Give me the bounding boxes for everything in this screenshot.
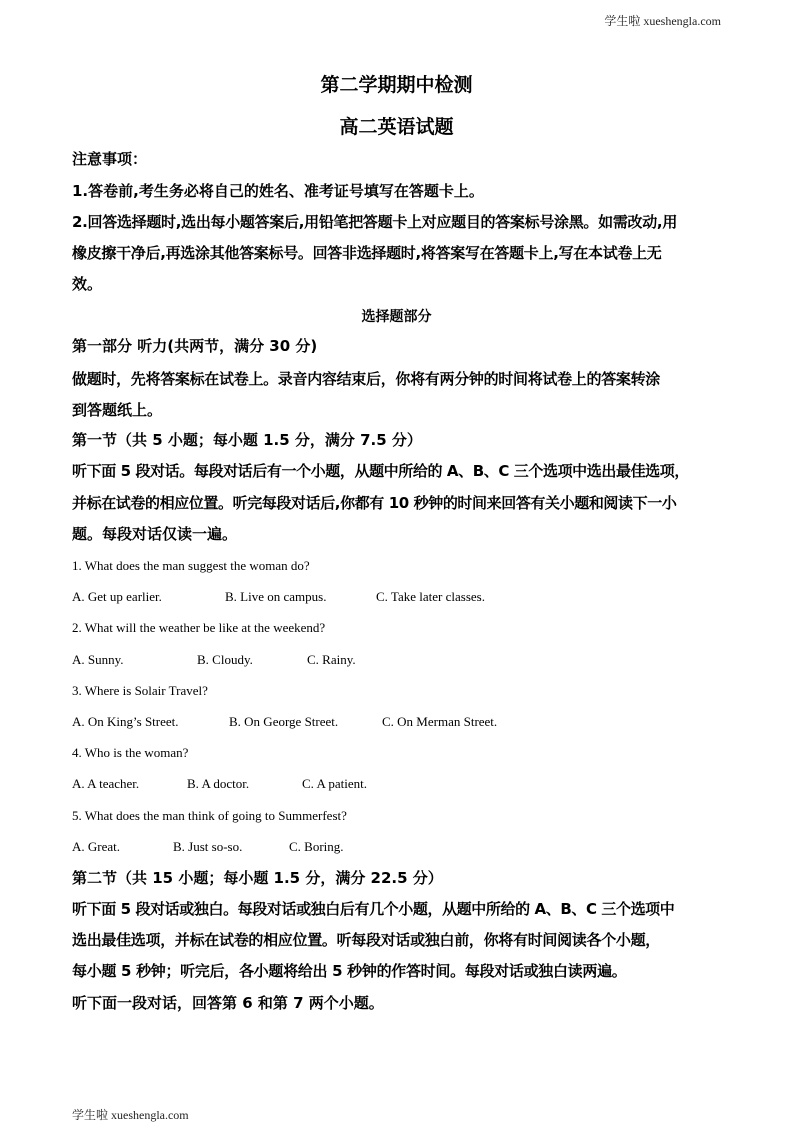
section2-instruction-line-1: 听下面 5 段对话或独白。每段对话或独白后有几个小题，从题中所给的 A、B、C 三个选项中: [72, 900, 675, 918]
question-1: 1. What does the man suggest the woman do?: [72, 558, 310, 573]
page-subtitle: 高二英语试题: [339, 116, 454, 138]
question-3-option-c: C. On Merman Street.: [382, 714, 498, 729]
header-watermark: 学生啦 xueshengla.com: [604, 14, 721, 28]
question-2-option-a: A. Sunny.: [72, 652, 124, 667]
section1-instruction-line-2: 并标在试卷的相应位置。听完每段对话后,你都有 10 秒钟的时间来回答有关小题和阅读下一小: [72, 494, 677, 512]
notice-item-1: 1.答卷前,考生务必将自己的姓名、准考证号填写在答题卡上。: [72, 182, 484, 200]
section2-instruction-line-2: 选出最佳选项，并标在试卷的相应位置。听每段对话或独白前，你将有时间阅读各个小题，: [72, 931, 661, 949]
question-5-option-c: C. Boring.: [289, 839, 344, 854]
section1-heading: 第一节（共 5 小题；每小题 1.5 分，满分 7.5 分）: [72, 431, 422, 449]
question-3-option-a: A. On King’s Street.: [72, 714, 179, 729]
question-5: 5. What does the man think of going to Summerfest?: [72, 808, 347, 823]
notice-item-2-line-1: 2.回答选择题时,选出每小题答案后,用铅笔把答题卡上对应题目的答案标号涂黑。如需改动,用: [72, 213, 678, 231]
section2-heading: 第二节（共 15 小题；每小题 1.5 分，满分 22.5 分）: [72, 869, 443, 887]
part1-heading: 第一部分 听力(共两节，满分 30 分): [72, 337, 318, 355]
question-5-option-b: B. Just so-so.: [173, 839, 243, 854]
section1-instruction-line-3: 题。每段对话仅读一遍。: [72, 525, 238, 543]
notice-heading: 注意事项：: [72, 150, 148, 168]
footer-watermark: 学生啦 xueshengla.com: [72, 1108, 189, 1122]
question-2-option-c: C. Rainy.: [307, 652, 356, 667]
question-4-option-c: C. A patient.: [302, 776, 367, 791]
question-1-option-a: A. Get up earlier.: [72, 589, 162, 604]
question-3: 3. Where is Solair Travel?: [72, 683, 208, 698]
part1-instruction-line-1: 做题时，先将答案标在试卷上。录音内容结束后，你将有两分钟的时间将试卷上的答案转涂: [72, 370, 661, 388]
page-title: 第二学期期中检测: [320, 74, 473, 96]
question-1-option-b: B. Live on campus.: [225, 589, 327, 604]
question-2-option-b: B. Cloudy.: [197, 652, 253, 667]
part1-instruction-line-2: 到答题纸上。: [72, 401, 163, 419]
section2-instruction-line-4: 听下面一段对话，回答第 6 和第 7 两个小题。: [72, 994, 384, 1012]
question-3-option-b: B. On George Street.: [229, 714, 339, 729]
section-title: 选择题部分: [361, 309, 432, 325]
question-4-option-b: B. A doctor.: [187, 776, 250, 791]
notice-item-2-line-2: 橡皮擦干净后,再选涂其他答案标号。回答非选择题时,将答案写在答题卡上,写在本试卷上无: [72, 244, 662, 262]
question-1-option-c: C. Take later classes.: [376, 589, 485, 604]
question-2: 2. What will the weather be like at the weekend?: [72, 620, 326, 635]
notice-item-2-line-3: 效。: [72, 275, 103, 293]
question-4-option-a: A. A teacher.: [72, 776, 140, 791]
section2-instruction-line-3: 每小题 5 秒钟；听完后，各小题将给出 5 秒钟的作答时间。每段对话或独白读两遍。: [72, 962, 627, 980]
section1-instruction-line-1: 听下面 5 段对话。每段对话后有一个小题，从题中所给的 A、B、C 三个选项中选出最佳选项，: [72, 462, 689, 480]
question-4: 4. Who is the woman?: [72, 745, 189, 760]
question-5-option-a: A. Great.: [72, 839, 121, 854]
